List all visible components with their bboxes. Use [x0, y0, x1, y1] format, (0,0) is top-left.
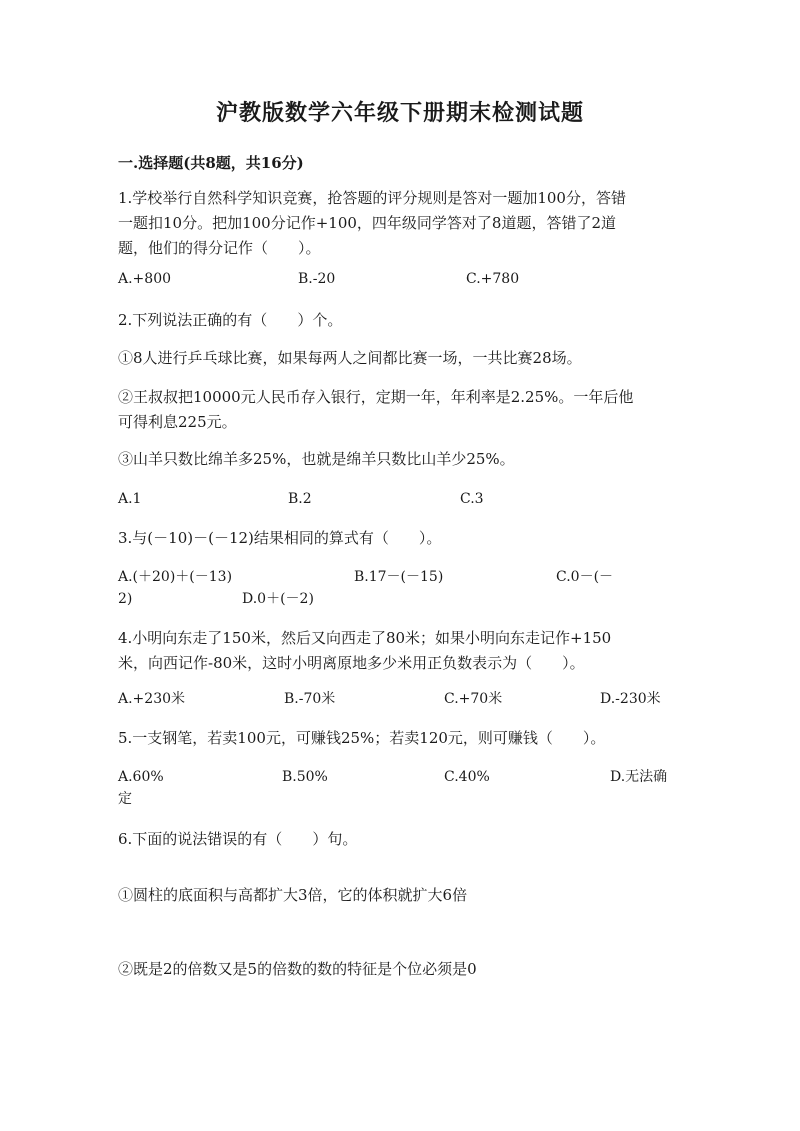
question-6-statement-1: ①圆柱的底面积与高都扩大3倍，它的体积就扩大6倍: [118, 886, 468, 904]
question-2-option-a: A.1: [118, 491, 142, 507]
question-2-option-c: C.3: [460, 491, 484, 507]
question-1-option-b: B.-20: [298, 271, 336, 287]
question-4-option-b: B.-70米: [284, 691, 336, 707]
question-4-text: [118, 626, 684, 676]
question-4-line-1: 4.小明向东走了150米，然后又向西走了80米；如果小明向东走记作+150: [118, 629, 612, 647]
question-1-line-3: 题，他们的得分记作（ ）。: [118, 239, 321, 257]
question-5-option-a: A.60%: [118, 769, 164, 785]
question-5-option-d: D.无法确: [610, 769, 668, 785]
question-2-statement-1: ①8人进行乒乓球比赛，如果每两人之间都比赛一场，一共比赛28场。: [118, 349, 582, 367]
question-3-option-d: D.0＋(－2): [242, 591, 314, 607]
question-3-option-c: C.0－(－: [556, 569, 614, 585]
question-3-stem: 3.与(－10)－(－12)结果相同的算式有（ ）。: [118, 529, 442, 547]
question-4-option-d: D.-230米: [600, 691, 661, 707]
question-2-stem: 2.下列说法正确的有（ ）个。: [118, 311, 343, 329]
question-4-option-c: C.+70米: [444, 691, 503, 707]
question-3-option-b: B.17－(－15): [354, 569, 444, 585]
question-1-text: [118, 186, 684, 261]
question-5-option-b: B.50%: [282, 769, 328, 785]
question-4-line-2: 米，向西记作-80米，这时小明离原地多少米用正负数表示为（ ）。: [118, 654, 585, 672]
question-1-option-c: C.+780: [466, 271, 520, 287]
question-5-option-d-continued: 定: [118, 791, 132, 807]
question-3-option-c-continued: 2): [118, 591, 133, 607]
page-title: 沪教版数学六年级下册期末检测试题: [215, 100, 584, 126]
question-2-statement-2: [118, 385, 684, 435]
question-2-statement-2-line-2: 可得利息225元。: [118, 413, 237, 431]
question-3-option-a: A.(＋20)＋(－13): [118, 569, 233, 585]
question-2-option-b: B.2: [288, 491, 312, 507]
section-heading-multiple-choice: 一.选择题(共8题，共16分): [118, 154, 304, 172]
question-5-option-c: C.40%: [444, 769, 490, 785]
question-4-option-a: A.+230米: [118, 691, 186, 707]
question-5-stem: 5.一支钢笔，若卖100元，可赚钱25%；若卖120元，则可赚钱（ ）。: [118, 729, 606, 747]
question-1-option-a: A.+800: [118, 271, 172, 287]
question-2-statement-3: ③山羊只数比绵羊多25%，也就是绵羊只数比山羊少25%。: [118, 450, 515, 468]
question-2-statement-2-line-1: ②王叔叔把10000元人民币存入银行，定期一年，年利率是2.25%。一年后他: [118, 388, 634, 406]
question-6-statement-2: ②既是2的倍数又是5的倍数的数的特征是个位必须是0: [118, 960, 477, 978]
question-6-stem: 6.下面的说法错误的有（ ）句。: [118, 830, 358, 848]
question-1-line-1: 1.学校举行自然科学知识竞赛，抢答题的评分规则是答对一题加100分，答错: [118, 189, 626, 207]
question-1-line-2: 一题扣10分。把加100分记作+100，四年级同学答对了8道题，答错了2道: [118, 214, 617, 232]
